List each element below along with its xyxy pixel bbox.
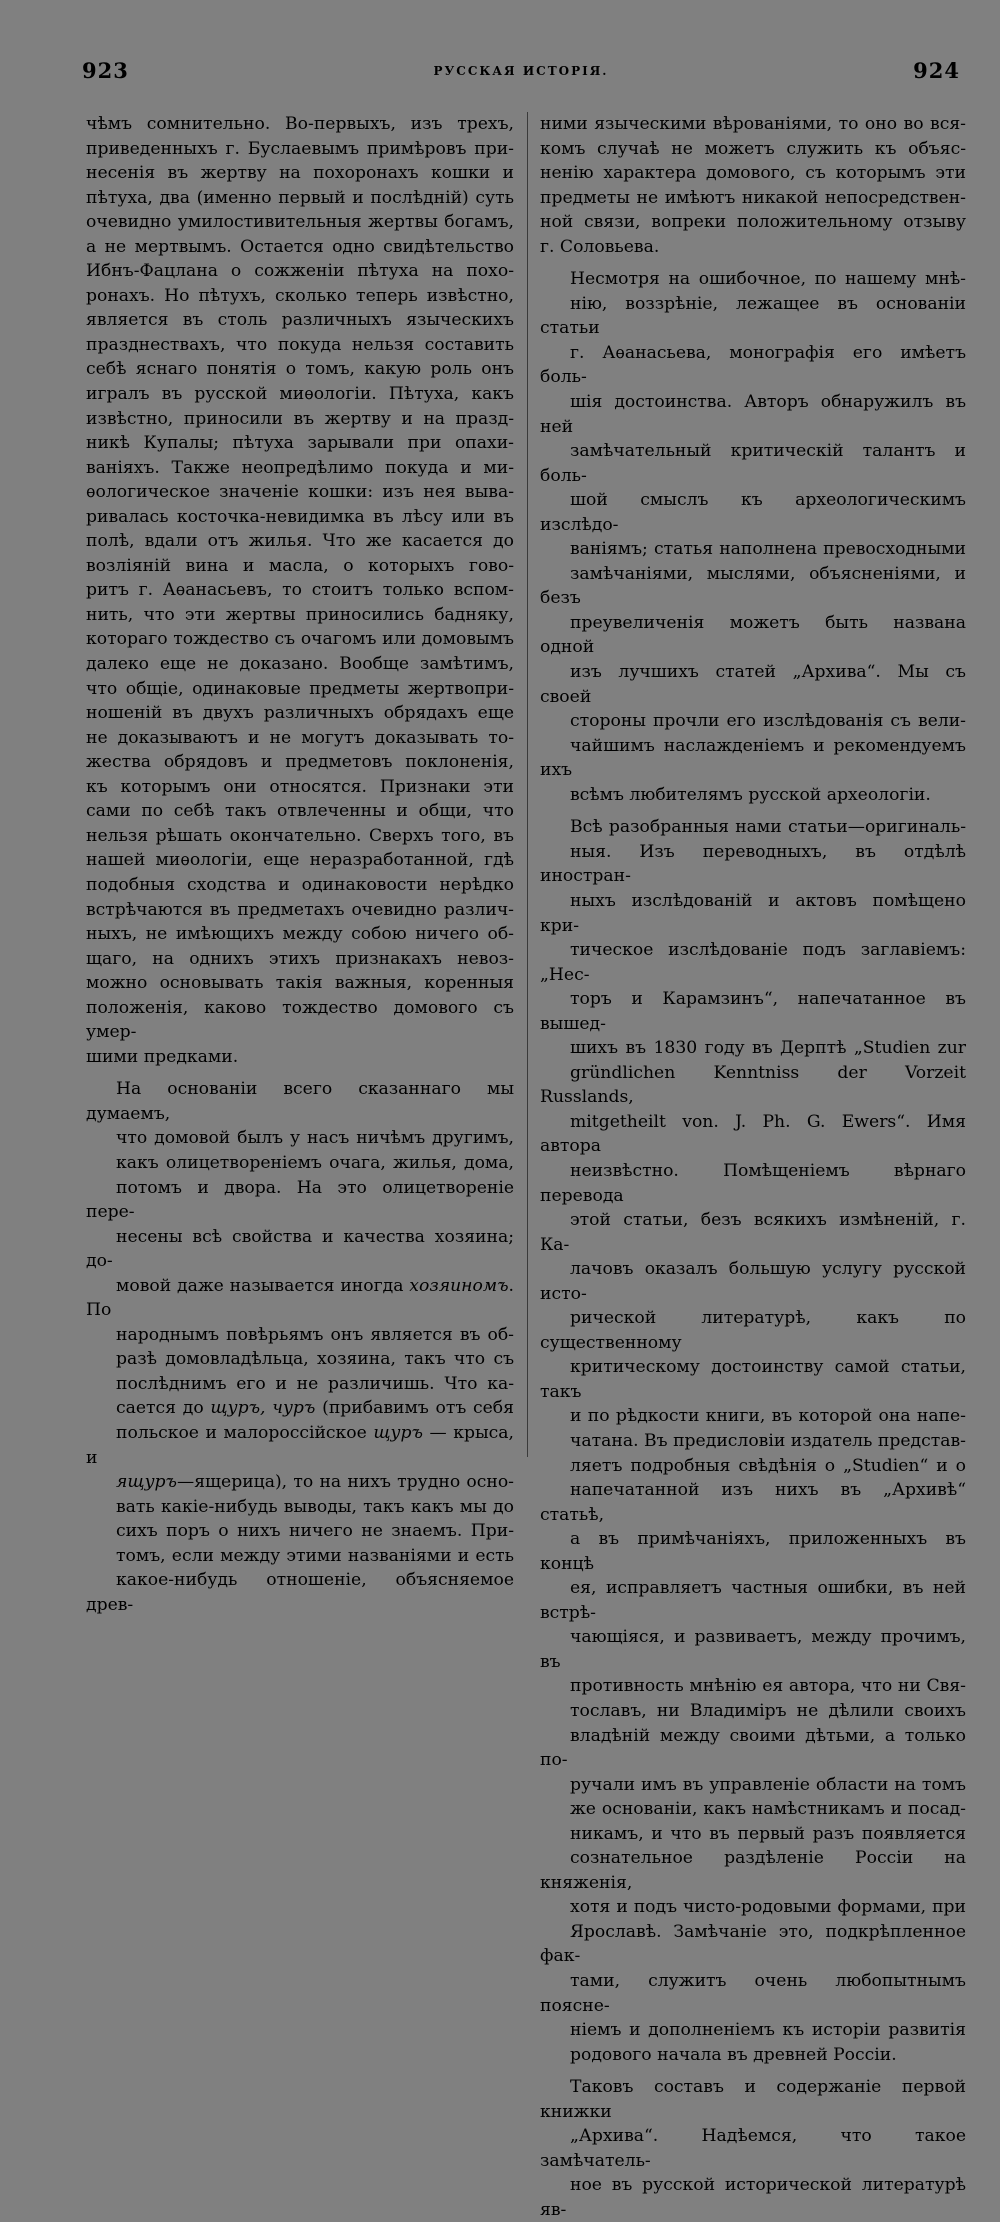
page-number-right: 924 xyxy=(913,58,960,83)
text-run: сается до xyxy=(116,1398,204,1419)
text-line: встрѣчаются въ предметахъ очевидно различ- xyxy=(86,899,514,920)
italic-term: хозяиномъ xyxy=(409,1275,509,1296)
text-line: Ярославѣ. Замѣчаніе это, подкрѣпленное фак- xyxy=(540,1921,966,1967)
text-line: далеко еще не доказано. Вообще замѣтимъ, xyxy=(86,654,514,675)
text-line: тославъ, ни Владиміръ не дѣлили своихъ xyxy=(570,1701,966,1721)
text-line xyxy=(86,1421,514,1470)
text-line: ручали имъ въ управленіе области на томъ xyxy=(570,1774,966,1795)
text-line: послѣднимъ его и не различишь. Что ка- xyxy=(116,1373,514,1394)
text-run: мовой даже называется иногда xyxy=(116,1275,404,1296)
text-line: На основаніи всего сказаннаго мы думаемъ, xyxy=(86,1079,514,1124)
text-line: неизвѣстно. Помѣщеніемъ вѣрнаго перевода xyxy=(540,1160,966,1206)
page-number-left: 923 xyxy=(82,58,129,83)
text-line: ритъ г. Аѳанасьевъ, то стоитъ только вспом- xyxy=(86,580,514,601)
text-line: нить, что эти жертвы приносились бадняку, xyxy=(86,604,514,625)
text-line: этой статьи, безъ всякихъ измѣненій, г. Ка- xyxy=(540,1210,966,1255)
text-line: всѣмъ любителямъ русской археологіи. xyxy=(570,784,931,805)
text-line: противность мнѣнію ея автора, что ни Свя- xyxy=(570,1676,966,1697)
text-line: игралъ въ русской миѳологіи. Пѣтуха, какъ xyxy=(86,384,514,405)
text-line: хотя и подъ чисто-родовыми формами, при xyxy=(570,1897,966,1918)
text-line: чѣмъ сомнительно. Во-первыхъ, изъ трехъ, xyxy=(86,114,514,134)
text-line: является въ столь различныхъ языческихъ xyxy=(86,310,514,331)
text-line: шихъ въ 1830 году въ Дерптѣ „Studien zur xyxy=(570,1038,966,1059)
text-line xyxy=(86,1274,514,1323)
italic-term: ящуръ xyxy=(116,1472,178,1493)
text-line: и по рѣдкости книги, въ которой она напе- xyxy=(570,1406,966,1427)
text-line: Ибнъ-Фацлана о сожженіи пѣтуха на похо- xyxy=(86,261,514,282)
text-line: ея, исправляетъ частныя ошибки, въ ней встрѣ- xyxy=(540,1578,966,1623)
text-line xyxy=(86,1470,514,1495)
text-line: не доказываютъ и не могутъ доказывать то- xyxy=(86,727,514,748)
right-paragraph-4 xyxy=(540,2075,966,2222)
text-line: несенія въ жертву на похоронахъ кошки и xyxy=(86,163,514,184)
text-line: ной связи, вопреки положительному отзыву xyxy=(540,212,966,233)
text-line: можно основывать такія важныя, коренныя xyxy=(86,973,514,994)
left-paragraph-1 xyxy=(86,112,514,1069)
text-line: ныхъ изслѣдованій и актовъ помѣщено кри- xyxy=(540,890,966,936)
text-line: gründlichen Kenntniss der Vorzeit Russlands, xyxy=(540,1062,966,1108)
text-line: ваніямъ; статья наполнена превосходными xyxy=(570,539,966,560)
text-line: рической литературѣ, какъ по существенному xyxy=(540,1308,966,1353)
text-line: преувеличенія можетъ быть названа одной xyxy=(540,612,966,658)
text-line: тическое изслѣдованіе подъ заглавіемъ: „Нес- xyxy=(540,940,966,985)
text-run: польское и малороссійское xyxy=(116,1422,367,1443)
text-line: празднествахъ, что покуда нельзя составить xyxy=(86,334,514,355)
text-line: предметы не имѣютъ никакой непосредствен- xyxy=(540,187,966,208)
text-line: а въ примѣчаніяхъ, приложенныхъ въ концѣ xyxy=(540,1529,966,1574)
text-line: ненію характера домового, съ которымъ эти xyxy=(540,163,966,184)
text-line: очевидно умилостивительныя жертвы богамъ, xyxy=(86,212,514,233)
text-line: вать какіе-нибудь выводы, такъ какъ мы до xyxy=(116,1496,514,1517)
italic-term: щуръ xyxy=(373,1422,423,1443)
text-line: г. Аѳанасьева, монографія его имѣетъ боль- xyxy=(540,342,966,388)
text-run: —ящерица), то на нихъ трудно осно- xyxy=(177,1472,514,1493)
text-line: лачовъ оказалъ большую услугу русской исто- xyxy=(540,1259,966,1304)
right-paragraph-2 xyxy=(540,267,966,807)
text-line: нельзя рѣшать окончательно. Сверхъ того, въ xyxy=(86,825,514,846)
text-line: что общіе, одинаковые предметы жертвопри- xyxy=(86,678,514,699)
text-line: изъ лучшихъ статей „Архива“. Мы съ своей xyxy=(540,662,966,707)
text-line: жества обрядовъ и предметовъ поклоненія, xyxy=(86,752,514,773)
text-line: сознательное раздѣленіе Россіи на княженія, xyxy=(540,1848,966,1893)
text-line: какое-нибудь отношеніе, объясняемое древ- xyxy=(86,1570,514,1615)
text-line: ѳологическое значеніе кошки: изъ нея выва- xyxy=(86,482,514,503)
running-title: РУССКАЯ ИСТОРІЯ. xyxy=(433,64,609,78)
text-line: котораго тождество съ очагомъ или домовымъ xyxy=(86,629,514,650)
text-line: ривалась косточка-невидимка въ лѣсу или въ xyxy=(86,506,514,527)
text-line: полѣ, вдали отъ жилья. Что же касается до xyxy=(86,531,514,552)
text-line: комъ случаѣ не можетъ служить къ объяс- xyxy=(540,138,966,159)
page-header xyxy=(82,58,960,88)
text-line: къ которымъ они относятся. Признаки эти xyxy=(86,776,514,797)
text-line: Таковъ составъ и содержаніе первой книжки xyxy=(540,2077,966,2122)
text-line: себѣ яснаго понятія о томъ, какую роль онъ xyxy=(86,359,514,380)
column-divider xyxy=(527,112,528,1457)
text-line: положенія, каково тождество домового съ умер- xyxy=(86,997,514,1043)
text-line: стороны прочли его изслѣдованія съ вели- xyxy=(570,711,966,732)
text-line: критическому достоинству самой статьи, такъ xyxy=(540,1357,966,1402)
text-line: возліяній вина и масла, о которыхъ гово- xyxy=(86,555,514,576)
text-line: „Архива“. Надѣемся, что такое замѣчатель- xyxy=(540,2126,966,2171)
text-run: — крыса, и xyxy=(86,1422,514,1468)
text-line: извѣстно, приносили въ жертву и на празд- xyxy=(86,408,514,429)
text-line: Несмотря на ошибочное, по нашему мнѣ- xyxy=(570,269,966,290)
right-paragraph-3 xyxy=(540,815,966,2067)
left-paragraph-2 xyxy=(86,1077,514,1617)
right-paragraph-1 xyxy=(540,112,966,259)
text-line: напечатанной изъ нихъ въ „Архивѣ“ статьѣ, xyxy=(540,1480,966,1525)
italic-term: щуръ, чуръ xyxy=(210,1398,316,1419)
text-line: ними языческими вѣрованіями, то оно во вся- xyxy=(540,114,966,134)
text-run: (прибавимъ отъ себя xyxy=(322,1398,514,1419)
text-line: разѣ домовладѣльца, хозяина, такъ что съ xyxy=(116,1349,514,1370)
text-line: шими предками. xyxy=(86,1046,239,1067)
text-line: нію, воззрѣніе, лежащее въ основаніи статьи xyxy=(540,293,966,339)
text-line: ношеній въ двухъ различныхъ обрядахъ еще xyxy=(86,703,514,724)
text-line: пѣтуха, два (именно первый и послѣдній) суть xyxy=(86,187,514,208)
text-line: шія достоинства. Авторъ обнаружилъ въ ней xyxy=(540,392,966,437)
left-column xyxy=(86,112,514,1617)
text-line: что домовой былъ у насъ ничѣмъ другимъ, xyxy=(116,1128,514,1149)
text-line: народнымъ повѣрьямъ онъ является въ об- xyxy=(116,1324,514,1345)
text-line: приведенныхъ г. Буслаевымъ примѣровъ при- xyxy=(86,138,514,159)
text-line: несены всѣ свойства и качества хозяина; до- xyxy=(86,1226,514,1272)
text-line: шой смыслъ къ археологическимъ изслѣдо- xyxy=(540,490,966,535)
text-line: г. Соловьева. xyxy=(540,236,660,257)
text-line: никѣ Купалы; пѣтуха зарывали при опахи- xyxy=(86,433,514,454)
text-line: ныя. Изъ переводныхъ, въ отдѣлѣ иностран- xyxy=(540,841,966,887)
text-line: чающіяся, и развиваетъ, между прочимъ, въ xyxy=(540,1627,966,1672)
text-line: ляетъ подробныя свѣдѣнія о „Studien“ и о xyxy=(570,1455,966,1476)
text-line: щаго, на однихъ этихъ признакахъ невоз- xyxy=(86,948,514,969)
text-line: же основаніи, какъ намѣстникамъ и посад- xyxy=(570,1799,966,1820)
text-line: ныхъ, не имѣющихъ между собою ничего об- xyxy=(86,924,514,945)
text-line: томъ, если между этими названіями и есть xyxy=(116,1545,514,1566)
text-line: замѣчаніями, мыслями, объясненіями, и безъ xyxy=(540,563,966,609)
text-run: . По xyxy=(86,1275,514,1321)
text-line: подобныя сходства и одинаковости нерѣдко xyxy=(86,874,514,895)
text-line: владѣній между своими дѣтьми, а только по- xyxy=(540,1725,966,1771)
text-line: никамъ, и что въ первый разъ появляется xyxy=(570,1823,966,1844)
right-column xyxy=(540,112,966,2222)
text-line: сами по себѣ такъ отвлеченны и общи, что xyxy=(86,801,514,822)
text-line: Всѣ разобранныя нами статьи—оригиналь- xyxy=(570,817,966,838)
text-line xyxy=(86,1396,514,1421)
text-line: какъ олицетвореніемъ очага, жилья, дома, xyxy=(116,1152,514,1173)
text-line: родового начала въ древней Россіи. xyxy=(570,2044,897,2065)
text-line: ніемъ и дополненіемъ къ исторіи развитія xyxy=(570,2020,966,2041)
text-line: ное въ русской исторической литературѣ яв- xyxy=(540,2175,966,2220)
text-line: mitgetheilt von. J. Ph. G. Ewers“. Имя автора xyxy=(540,1111,966,1157)
text-line: нашей миѳологіи, еще неразработанной, гдѣ xyxy=(86,850,514,871)
text-line: чатана. Въ предисловіи издатель представ- xyxy=(570,1430,966,1451)
text-line: торъ и Карамзинъ“, напечатанное въ вышед- xyxy=(540,989,966,1034)
text-line: ваніяхъ. Также неопредѣлимо покуда и ми- xyxy=(86,457,514,478)
text-line: ронахъ. Но пѣтухъ, сколько теперь извѣстно, xyxy=(86,285,514,306)
text-line: чайшимъ наслажденіемъ и рекомендуемъ ихъ xyxy=(540,735,966,781)
text-line: сихъ поръ о нихъ ничего не знаемъ. При- xyxy=(116,1521,514,1542)
text-line: а не мертвымъ. Остается одно свидѣтельство xyxy=(86,236,514,257)
text-line: тами, служитъ очень любопытнымъ поясне- xyxy=(540,1971,966,2016)
text-line: потомъ и двора. На это олицетвореніе пере- xyxy=(86,1177,514,1223)
text-line: замѣчательный критическій талантъ и боль- xyxy=(540,441,966,486)
